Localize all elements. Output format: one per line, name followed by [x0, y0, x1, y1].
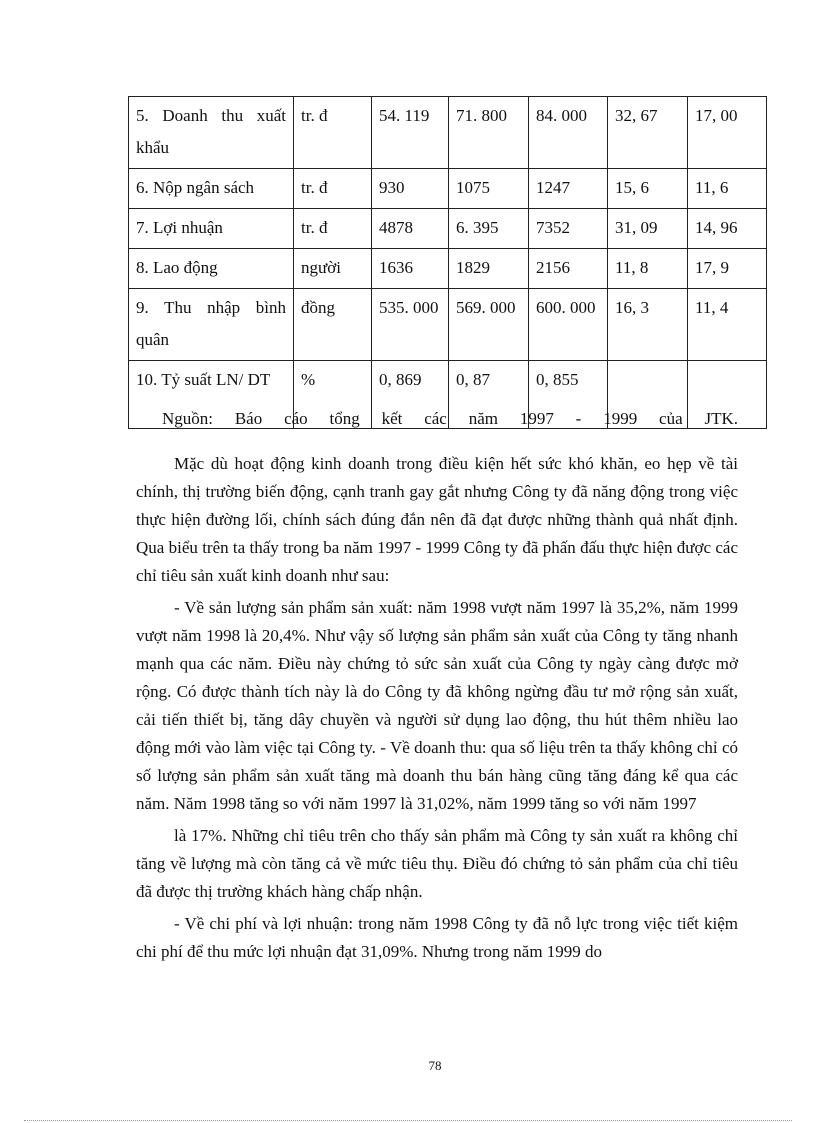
value-1998: 0, 87: [449, 361, 529, 429]
paragraph: là 17%. Những chỉ tiêu trên cho thấy sản phẩm mà Công ty sản xuất ra không chỉ tăng về lượng mà còn tăng cả về mức tiêu thụ. Điều đó chứng tỏ sản phẩm của chỉ tiêu đã được thị trường khách hàng chấp nhận.: [136, 826, 738, 901]
source-word: kết: [381, 409, 403, 428]
source-word: 1999: [603, 409, 638, 428]
source-word: tổng: [329, 409, 360, 428]
source-word: năm: [468, 409, 498, 428]
value-1998: 71. 800: [449, 97, 529, 169]
paragraph: Mặc dù hoạt động kinh doanh trong điều kiện hết sức khó khăn, eo hẹp về tài chính, thị trường biến động, cạnh tranh gay gắt nhưng Công ty đã năng động trong việc thực hiện đường lối, chính sách đúng đắn nên đã đạt được những thành quả nhất định. Qua biểu trên ta thấy trong ba năm 1997 - 1999 Công ty đã phấn đấu thực hiện được các chỉ tiêu sản xuất kinh doanh như sau:: [136, 454, 738, 585]
value-1997: 0, 869: [372, 361, 449, 429]
paragraph: - Về sản lượng sản phẩm sản xuất: năm 1998 vượt năm 1997 là 35,2%, năm 1999 vượt năm 1998 là 20,4%. Như vậy số lượng sản phẩm sản xuất của Công ty tăng nhanh mạnh qua các năm. Điều này chứng tỏ sức sản xuất của Công ty ngày càng được mở rộng. Có được thành tích này là do Công ty đã không ngừng đầu tư mở rộng sản xuất, cải tiến thiết bị, tăng dây chuyền và người sử dụng lao động, thu hút thêm nhiều lao động mới vào làm việc tại Công ty. - Về doanh thu: qua số liệu trên ta thấy không chỉ có số lượng sản phẩm sản xuất tăng mà doanh thu bán hàng cũng tăng đáng kể qua các năm. Năm 1998 tăng so với năm 1997 là 31,02%, năm 1999 tăng so với năm 1997: [136, 598, 738, 813]
ratio-1999: 17, 00: [688, 97, 767, 169]
ratio-1998: 15, 6: [608, 169, 688, 209]
unit-cell: %: [294, 361, 372, 429]
source-word: JTK.: [704, 409, 738, 428]
value-1999: 2156: [529, 249, 608, 289]
value-1999: 7352: [529, 209, 608, 249]
value-1998: 1829: [449, 249, 529, 289]
source-word: 1997: [519, 409, 554, 428]
value-1999: 0, 855: [529, 361, 608, 429]
unit-cell: đồng: [294, 289, 372, 361]
statistics-table: [128, 96, 767, 429]
unit-cell: tr. đ: [294, 97, 372, 169]
source-note: [162, 409, 738, 429]
indicator-name: 10. Tỷ suất LN/ DT: [129, 361, 294, 429]
ratio-1998: 11, 8: [608, 249, 688, 289]
unit-cell: tr. đ: [294, 209, 372, 249]
ratio-1999: 11, 6: [688, 169, 767, 209]
ratio-1999: 17, 9: [688, 249, 767, 289]
table-row: [129, 249, 767, 289]
source-word: Báo: [234, 409, 263, 428]
ratio-1999: 14, 96: [688, 209, 767, 249]
table-row: [129, 97, 767, 169]
value-1998: 569. 000: [449, 289, 529, 361]
indicator-name: 7. Lợi nhuận: [129, 209, 294, 249]
source-word: cáo: [284, 409, 308, 428]
value-1998: 6. 395: [449, 209, 529, 249]
source-word: của: [659, 409, 683, 428]
table-row: [129, 209, 767, 249]
ratio-1998: 16, 3: [608, 289, 688, 361]
indicator-name: 5. Doanh thu xuất khẩu: [129, 97, 294, 169]
value-1999: 600. 000: [529, 289, 608, 361]
paragraph: - Về chi phí và lợi nhuận: trong năm 1998 Công ty đã nỗ lực trong việc tiết kiệm chi phí để thu mức lợi nhuận đạt 31,09%. Nhưng trong năm 1999 do: [136, 914, 738, 961]
indicator-name: 8. Lao động: [129, 249, 294, 289]
value-1997: 54. 119: [372, 97, 449, 169]
source-word: các: [424, 409, 447, 428]
value-1999: 84. 000: [529, 97, 608, 169]
footer-divider: [24, 1120, 792, 1121]
ratio-1998: 31, 09: [608, 209, 688, 249]
indicator-name: 6. Nộp ngân sách: [129, 169, 294, 209]
source-word: -: [575, 409, 582, 428]
ratio-1998: 32, 67: [608, 97, 688, 169]
value-1999: 1247: [529, 169, 608, 209]
value-1997: 930: [372, 169, 449, 209]
indicator-name: 9. Thu nhập bình quân: [129, 289, 294, 361]
value-1997: 4878: [372, 209, 449, 249]
table-row: [129, 169, 767, 209]
unit-cell: người: [294, 249, 372, 289]
value-1997: 535. 000: [372, 289, 449, 361]
value-1998: 1075: [449, 169, 529, 209]
value-1997: 1636: [372, 249, 449, 289]
body-text: [136, 450, 738, 970]
unit-cell: tr. đ: [294, 169, 372, 209]
table-row: [129, 289, 767, 361]
source-word: Nguồn:: [162, 409, 213, 428]
ratio-1999: 11, 4: [688, 289, 767, 361]
page-number: 78: [428, 1058, 442, 1073]
